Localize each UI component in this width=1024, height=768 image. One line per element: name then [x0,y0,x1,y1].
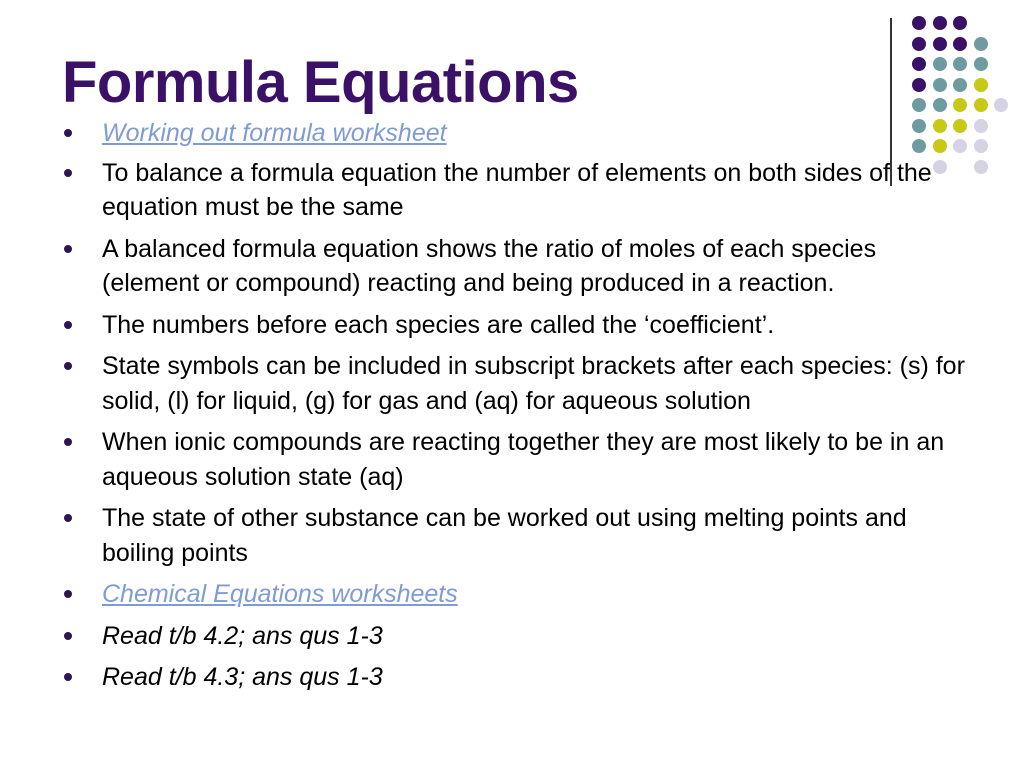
decorative-dot [974,139,988,153]
bullet-text: State symbols can be included in subscript brackets after each species: (s) for solid, (l) for liquid, (g) for gas and (aq) for aqueous solution [102,352,965,415]
bullet-text: When ionic compounds are reacting together they are most likely to be in an aqueous solution state (aq) [102,428,945,491]
slide-title: Formula Equations [62,50,579,115]
bullet-item [64,577,974,612]
bullet-item [64,349,974,418]
decorative-dot [953,37,967,51]
decorative-dot [933,78,947,92]
bullet-item [64,619,974,654]
bullet-item [64,156,974,225]
decorative-dot [953,57,967,71]
decorative-dot [953,16,967,30]
bullet-icon [64,632,72,640]
decorative-dot [912,98,926,112]
bullet-text: A balanced formula equation shows the ratio of moles of each species (element or compound) reacting and being produced in a reaction. [102,234,877,297]
bullet-icon [64,673,72,681]
worksheet-link[interactable]: Working out formula worksheet [102,119,447,147]
decorative-dot [933,57,947,71]
bullet-icon [64,245,72,253]
bullet-icon [64,129,72,137]
bullet-item [64,660,974,695]
bullet-item [64,232,974,301]
decorative-dot [974,98,988,112]
decorative-dot [912,16,926,30]
bullet-icon [64,169,72,177]
decorative-dot [953,78,967,92]
bullet-icon [64,321,72,329]
decorative-dot [912,57,926,71]
worksheet-link[interactable]: Chemical Equations worksheets [102,580,458,608]
decorative-dot [912,78,926,92]
bullet-item [64,501,974,570]
reading-task: Read t/b 4.2; ans qus 1-3 [102,621,383,650]
decorative-dot [974,160,988,174]
decorative-dot [974,119,988,133]
bullet-icon [64,590,72,598]
decorative-dot [974,37,988,51]
bullet-item [64,116,974,151]
bullet-text: The numbers before each species are called the ‘coefficient’. [102,310,775,339]
bullet-text: To balance a formula equation the number of elements on both sides of the equation must be the same [102,158,932,221]
bullet-icon [64,514,72,522]
decorative-dot [912,37,926,51]
decorative-dot [974,57,988,71]
reading-task: Read t/b 4.3; ans qus 1-3 [102,663,383,691]
bullet-text: The state of other substance can be worked out using melting points and boiling points [102,504,907,567]
decorative-dot [933,37,947,51]
decorative-dot [933,98,947,112]
decorative-dot [953,98,967,112]
bullet-list [64,116,974,702]
decorative-dot [994,98,1008,112]
bullet-item [64,425,974,494]
bullet-icon [64,438,72,446]
bullet-item [64,308,974,343]
bullet-icon [64,362,72,370]
decorative-dot [974,78,988,92]
decorative-dot [933,16,947,30]
